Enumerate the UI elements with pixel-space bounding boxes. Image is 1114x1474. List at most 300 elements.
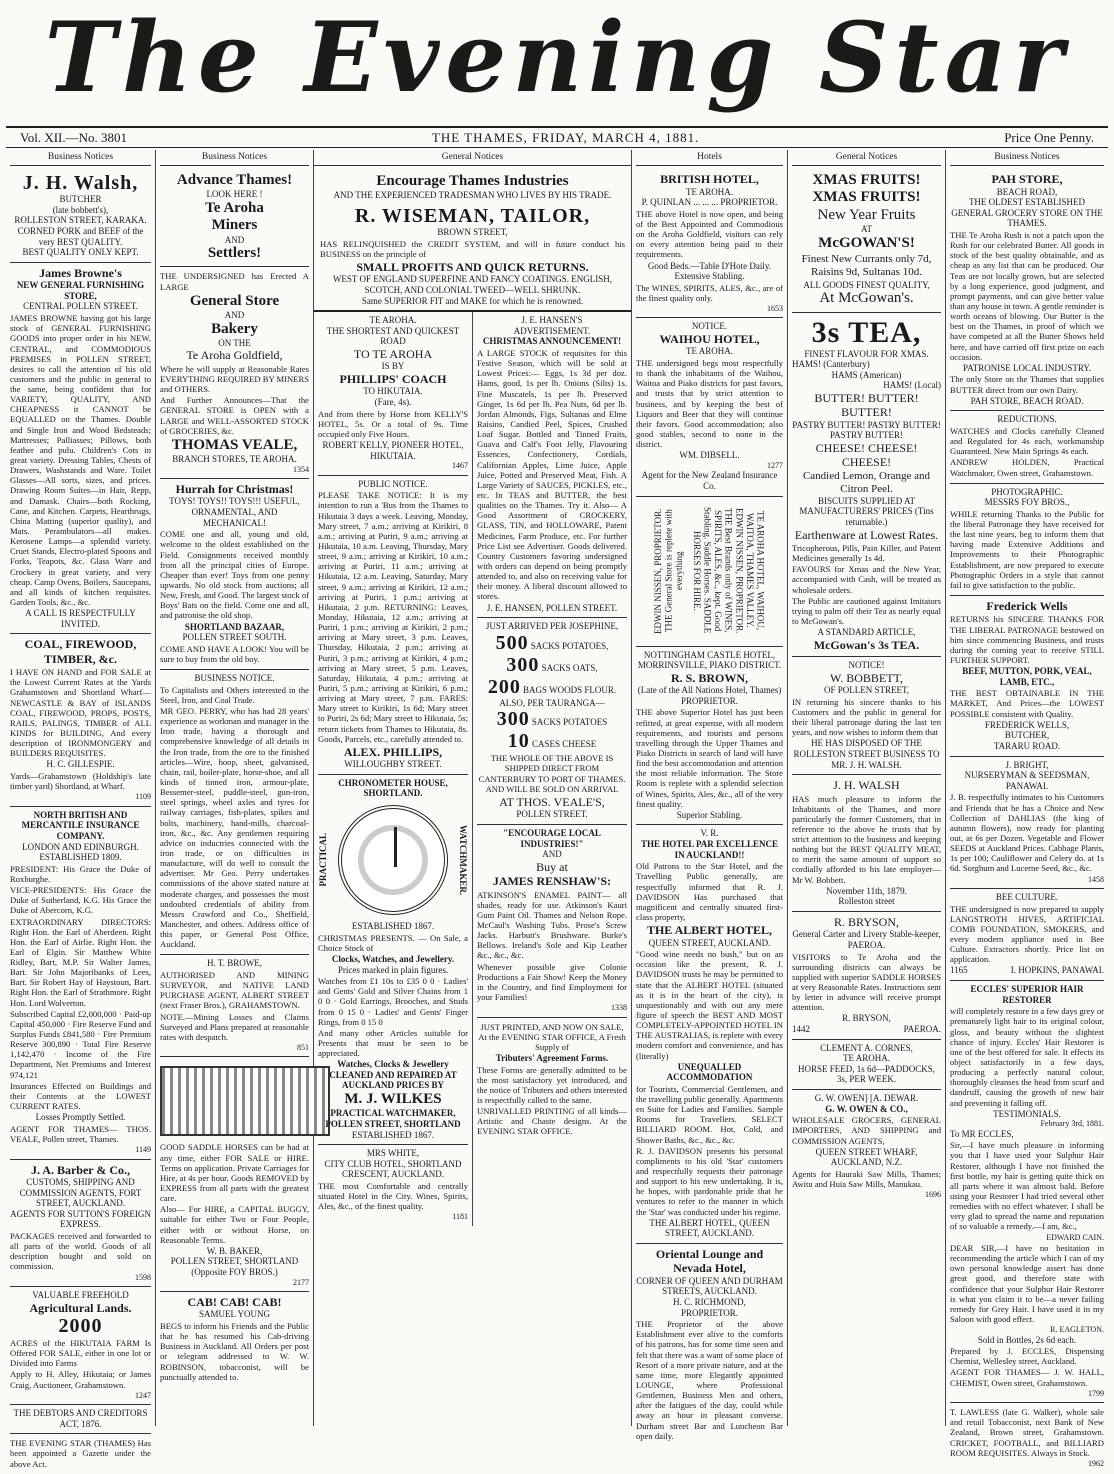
ad-title: PHILLIPS' COACH bbox=[339, 372, 447, 386]
ad-text: BAGS WOODS FLOUR. bbox=[523, 684, 617, 695]
ad-coal bbox=[10, 634, 151, 806]
ad-text: Settlers! bbox=[207, 245, 262, 262]
ad-subtitle: TE AROHA. bbox=[686, 346, 733, 357]
ad-text: R. J. DAVIDSON presents his personal compliments to his old 'Star' customers and respectfully requests their patronage and support to his new undertaking. It is, he hopes, with pardonable pride that he ventures to refer to the manner in which the 'Star' was conducted under his regime. bbox=[636, 1145, 783, 1217]
ad-text: G. W. OWEN] [A. DEWAR. bbox=[814, 1093, 919, 1104]
ad-text: NOTICE. bbox=[691, 321, 728, 332]
ad-title: JUST PRINTED, AND NOW ON SALE, At the EVENING STAR OFFICE, A Fresh Supply of bbox=[478, 1021, 626, 1052]
ad-freehold bbox=[10, 1287, 151, 1405]
ad-browne bbox=[10, 263, 151, 635]
ad-text: AT bbox=[861, 223, 872, 234]
ad-subtitle: TE AROHA. bbox=[686, 186, 733, 197]
ad-body: GOOD SADDLE HORSES can be had at any time, either FOR SALE or HIRE. Terms on application. Private Carriages for Hire, at 4s per hour. Goods REMOVED by EXPRESS from all parts with the greatest care. bbox=[160, 1142, 309, 1204]
ad-address: TARARU ROAD. bbox=[993, 740, 1061, 751]
ad-body: THE WHOLE OF THE ABOVE IS SHIPPED DIRECT FROM CANTERBURY TO PORT OF THAMES. AND WILL BE SOLD ON ARRIVAL bbox=[478, 753, 626, 794]
ad-title: Frederick Wells bbox=[986, 599, 1068, 614]
ad-address: BEACH ROAD, bbox=[996, 186, 1058, 197]
column-header: General Notices bbox=[314, 150, 631, 166]
ad-title: J. H. Walsh, bbox=[22, 172, 139, 195]
ad-signature: M. J. WILKES bbox=[344, 1091, 442, 1108]
ad-subtitle: NURSERYMAN & SEEDSMAN, PANAWAI. bbox=[964, 770, 1090, 791]
ad-signature: W. B. BAKER, bbox=[206, 1245, 263, 1256]
ad-insurance bbox=[10, 807, 151, 1160]
ad-renshaw bbox=[477, 825, 627, 1018]
ad-address: POLLEN STREET, SHORTLAND (Opposite FOY BROS.) bbox=[170, 1256, 299, 1277]
ad-ref-number: 1181 bbox=[452, 1212, 468, 1222]
ad-title: Encourage Thames Industries bbox=[376, 173, 569, 190]
ad-title: TE AROHA. bbox=[369, 315, 417, 326]
ad-text: Tricopherous, Pills, Pain Killer, and Patent Medicines generally 1s 4d. bbox=[792, 542, 941, 564]
ad-title: MRS WHITE, bbox=[366, 1148, 420, 1159]
ad-address: CENTRAL POLLEN STREET. bbox=[23, 301, 138, 312]
ad-title: BUSINESS NOTICE. bbox=[194, 673, 275, 684]
ad-text: ESTABLISHED 1867. bbox=[351, 921, 435, 932]
ad-body: J. B. respectfully intimates to his Customers and Friends that he has a Choice and New Collection of DAHLIAS (the king of autumn flowers), now ready for planting out, at 6s per Dozen. Vegetable and Flower SEEDS at Auckland Prices. Cabbage Plants, 1s per 100; Cauliflower and Celery do. at 1s 6d. Sorghum and Lucerne Seed, &c., &c. bbox=[950, 792, 1104, 874]
ad-ref-number: 1458 bbox=[1088, 874, 1104, 884]
ad-body: PLEASE TAKE NOTICE: It is my intention to run a 'Bus from the Thames to Hikutaia 3 days a week. Leaving, Monday, Mary street, 7 a.m.; arriving at Kirikiri, 8 a.m.; arriving at Puriri, 9 a.m.; arriving at Hikutaia, 10 a.m. Leaving, Thursday, Mary street, 9 a.m.; arriving at Kirikiri, 10 a.m.; arriving at Puriri, 11 a.m.; arriving at Hikutaia, 12 a.m. Leaving, Saturday, Mary street, 9 a.m.; arriving at Kirikiri, 12 a.m.; arriving at Puriri, 1 p.m.; arriving at Hikutaia, 2 p.m. RETURNING: Leaves, Monday, Hikutaia, 12 a.m.; arriving at Puriri, 1 p.m.; arriving at Kirikiri, 2 p.m.; arriving at Mary street, 3 p.m. Leaves, Thursday, Hikutaia, 2 p.m.; arriving at Puriri, 3 p.m.; arriving at Kirikiri, 4 p.m.; arriving at Mary street, 5 p.m. Leaves, Saturday, Hikutaia, 4 p.m.; arriving at Puriri, 5 p.m.; arriving at Kirikiri, 6 p.m.; arriving at Mary street, 7 p.m. FARES: Mary street to Kirikiri, 1s 6d; Mary street to Puriri, 2s 6d; Mary street to Hikutaia, 5s; return tickets from Thames to Hikutaia, 8s. Goods, Parcels, etc., carefully attended to. bbox=[318, 490, 468, 744]
column-2 bbox=[156, 150, 314, 1426]
ad-business-notice bbox=[160, 670, 309, 955]
ad-title: PAH STORE, bbox=[991, 172, 1063, 187]
ad-text: A STANDARD ARTICLE, bbox=[817, 627, 916, 638]
ad-text: TE AROHA HOTEL, WAIHOU, WAITOA, THAMES VALLEY. EDWIN NISSEN, PROPRIETOR. THE Best Brands only of WINES, SPIRITS, ALES, &c., kept. Good Stabling. Saddle Horses. SADDLE HORSES FOR HIRE. bbox=[691, 507, 766, 634]
ad-just-printed bbox=[477, 1018, 627, 1142]
ad-text: Extensive Stabling. bbox=[674, 271, 745, 282]
ad-chronometer-house bbox=[318, 775, 468, 1145]
ad-number: 300 bbox=[506, 653, 540, 676]
ad-body: Where he will supply at Reasonable Rates EVERYTHING REQUIRED BY MINERS and OTHERS. bbox=[160, 363, 309, 395]
ad-text: UNRIVALLED PRINTING of all kinds—Artistic and Chaste designs. At the EVENING STAR OFFICE. bbox=[477, 1106, 627, 1137]
column-header: Business Notices bbox=[160, 150, 309, 166]
ad-text: Yards—Grahamstown (Holdship's late timber yard) Shortland, at Wharf. bbox=[10, 771, 151, 792]
ad-text: ON THE bbox=[218, 337, 251, 348]
ad-title: ECCLES' SUPERIOR HAIR RESTORER bbox=[970, 984, 1084, 1005]
ad-text: Same SUPERIOR FIT and MAKE for which he is renowned. bbox=[361, 295, 584, 306]
ad-title: H. T. BROWE, bbox=[207, 958, 262, 969]
ad-heading: McGowan's 3s TEA. bbox=[813, 637, 920, 652]
ad-signature: EDWARD CAIN. bbox=[1046, 1232, 1104, 1242]
ad-body: These Forms are generally admitted to be the most satisfactory yet introduced, and the notice of Tributers and others interested is respectfully called to the same. bbox=[477, 1064, 627, 1105]
ad-owen-co bbox=[792, 1090, 941, 1204]
ad-text: SHORTLAND BAZAAR, bbox=[184, 621, 285, 632]
ad-body: THE undersigned begs most respectfully to thank the inhabitants of the Waihou, Waitoa and Piako districts for past favors, and trusts that by strict attention to business, and by keeping the best of Liquors and Beer that they will continue their favors. Good accommodation; also good stables, second to none in the district. bbox=[636, 358, 783, 450]
ad-title: Bakery bbox=[211, 320, 258, 337]
ad-text: The only Store on the Thames that supplies BUTTER direct from our own Dairy. bbox=[950, 374, 1104, 395]
ad-price-list: Watches from £1 10s to £35 0 0 · Ladies' and Gents' Gold and Silver Chains from 1 0 0 · Gold Earrings, Brooches, and Studs from 0 15 0 · Ladies' and Gents' Finger Rings, from 0 15 0 bbox=[318, 976, 468, 1027]
ad-cornes bbox=[792, 1040, 941, 1090]
column-1 bbox=[6, 150, 156, 1469]
ad-walsh bbox=[10, 169, 151, 263]
ad-text: BRANCH STORES, TE AROHA. bbox=[172, 454, 297, 465]
ad-address: POLLEN STREET. bbox=[516, 809, 588, 820]
dateline bbox=[6, 126, 1108, 148]
ad-text: AGENTS FOR SUTTON'S FOREIGN EXPRESS. bbox=[10, 1208, 151, 1230]
ad-body: THE above Hotel is now open, and being of the Best Appointed and Commodious on the Aroha Goldfield, visitors can rely on every attention being paid to their requirements. bbox=[636, 208, 783, 260]
ad-text: FAVOURS for Xmas and the New Year, accompanied with Cash, will be treated as wholesale orders. bbox=[792, 564, 941, 595]
ad-body: I HAVE ON HAND and FOR SALE at the Lowest Current Rates at the Yards Grahamstown and Shortland Wharf— NEWCASTLE & BAY of ISLANDS COAL, FIREWOOD, PROPS, POSTS, RAILS, PALINGS, TIMBER of ALL KINDS for BUILDING, And every description of IRONMONGERY and BUILDERS REQUISITES. bbox=[10, 667, 151, 759]
ad-ref-number: 1962 bbox=[1088, 1458, 1104, 1468]
ad-text: TO HIKUTAIA. bbox=[363, 386, 423, 397]
ad-body: THE Te Aroha Rush is not a patch upon the Rush for our celebrated Butter. All goods in stock of the best quality obtainable, and as cheap as any list that can be produced. Our Teas are not locally grown, but are selected by a long experience, good judgment, and prompt payments, and can give better value than any house in town. A gentle reminder is worth oceans of blowing. Our Butter is the best on the Thames, in proof of which we have competed at all the Butter Shows held here, and have carried off first prize on each occasion. bbox=[950, 230, 1104, 362]
ad-name: JAMES RENSHAW'S: bbox=[492, 874, 612, 889]
ad-ref-number: 1467 bbox=[452, 461, 468, 471]
ad-oriental-lounge bbox=[636, 1244, 783, 1446]
ad-title: PUBLIC NOTICE. bbox=[358, 478, 428, 489]
ad-title: W. BOBBETT, bbox=[829, 670, 903, 685]
ad-walsh-butcher bbox=[792, 775, 941, 912]
volume-number: Vol. XII.—No. 3801 bbox=[20, 129, 128, 145]
ad-albert-hotel bbox=[636, 825, 783, 1243]
ad-text: WEST OF ENGLAND SUPERFINE AND FANCY COATINGS. ENGLISH, SCOTCH, AND COLONIAL TWEED—WELL SHRUNK. bbox=[332, 274, 613, 295]
ad-text: PRACTICAL bbox=[318, 833, 328, 887]
ad-frederick-wells bbox=[950, 596, 1104, 757]
ad-signature: J. E. HANSEN, POLLEN STREET. bbox=[486, 602, 618, 613]
ad-body: COME one and all, young and old, welcome to the oldest established on the Field. Consignments received monthly from all the principal cities of Europe. Cheaper than ever! Toys from one penny upwards. No old stock from auctions; all New, Fresh, and Good. The largest stock of Boys' Bats on the field. Come one and all, and patronise the old shop. bbox=[160, 529, 310, 621]
ad-text: THE ALBERT HOTEL, QUEEN STREET, AUCKLAND. bbox=[649, 1217, 770, 1239]
ad-title: New Year Fruits bbox=[817, 206, 916, 223]
ad-title: PHOTOGRAPHIC. bbox=[991, 486, 1063, 497]
ad-wiseman-tailor bbox=[314, 169, 631, 312]
ad-text: Whenever possible give Colonie Productions a Fair Show! Keep the Money in the Country, and find Employment for your Families! bbox=[477, 961, 627, 1002]
ad-item: BUTTER! BUTTER! BUTTER! bbox=[814, 391, 919, 420]
ad-signature: WM. DIBSELL. bbox=[679, 450, 740, 461]
ad-text: AND bbox=[224, 309, 245, 320]
ad-text: FINEST FLAVOUR FOR XMAS. bbox=[804, 348, 929, 359]
column-header: Business Notices bbox=[950, 150, 1104, 166]
ad-subtitle: LONDON AND EDINBURGH. bbox=[22, 841, 139, 852]
ad-bright bbox=[950, 757, 1104, 889]
ad-address: ROLLESTON STREET, KARAKA. bbox=[14, 215, 147, 226]
column-header: Business Notices bbox=[10, 150, 151, 166]
ad-title: THE DEBTORS AND CREDITORS ACT, 1876. bbox=[13, 1408, 148, 1429]
ad-text: AGENT FOR THAMES— THOS. VEALE, Pollen street, Thames. bbox=[10, 1123, 151, 1144]
masthead bbox=[0, 0, 1114, 120]
ad-heading: UNEQUALLED ACCOMMODATION bbox=[666, 1061, 753, 1083]
ad-text: Candied Lemon, Orange and Citron Peel. bbox=[802, 469, 931, 495]
ad-text: P. QUINLAN ... ... ... PROPRIETOR. bbox=[641, 197, 778, 208]
ad-subtitle: SAMUEL YOUNG bbox=[198, 1309, 271, 1320]
ad-body: WHILE returning Thanks to the Public for the liberal Patronage they have received for the last nine years, beg to inform them that having made Extensive Additions and Improvements to their Photographic Establishment, are now prepared to execute Photographic Orders in a style that cannot fail to give satisfaction to the public. bbox=[950, 508, 1104, 590]
ad-just-arrived bbox=[477, 618, 627, 825]
ad-text: Te Aroha Goldfield, bbox=[186, 348, 283, 363]
ad-subtitle: General Carter and Livery Stable-keeper, PAEROA. bbox=[792, 929, 941, 950]
ad-text: BEST QUALITY ONLY KEPT. bbox=[22, 247, 139, 258]
ad-cab bbox=[160, 1292, 309, 1387]
ad-title: General Store bbox=[189, 292, 280, 309]
ad-subtitle: THE OLDEST ESTABLISHED GENERAL GROCERY STORE ON THE THAMES. bbox=[951, 197, 1103, 229]
ad-text: Prepared by J. ECCLES, Dispensing Chemist, Wellesley street, Auckland. bbox=[950, 1346, 1104, 1367]
columns-3-4-body bbox=[314, 312, 631, 1226]
ad-text: PRACTICAL WATCHMAKER, POLLEN STREET, SHORTLAND bbox=[325, 1108, 461, 1129]
ad-ref-number: 1799 bbox=[1088, 1388, 1104, 1398]
ad-title: J. E. HANSEN'S bbox=[521, 315, 583, 326]
ad-subtitle: TE AROHA. bbox=[843, 1053, 890, 1064]
ad-text: Superior Stabling. bbox=[676, 809, 743, 820]
ad-number: 300 bbox=[496, 708, 530, 731]
ad-item: CHEESE! CHEESE! CHEESE! bbox=[815, 441, 918, 470]
ad-text: BISCUITS SUPPLIED AT MANUFACTURERS' PRICES (Tins returnable.) bbox=[799, 495, 934, 527]
ad-text: Watches, Clocks & Jewellery CLEANED AND REPAIRED AT AUCKLAND PRICES BY bbox=[329, 1059, 457, 1091]
ad-body: THE above Superior Hotel has just been refitted, at great expense, with all modern requirements, and tourists and persons travelling through the Upper Thames and Piako Districts in search of land will have find the best accommodation and attention the most reliable information. The Store Room is replete with a splendid selection of Wines, Spirits, Ales, &c., all of the very finest quality. bbox=[636, 707, 783, 809]
ad-item: HAMS (American) bbox=[831, 369, 902, 380]
ad-title: Oriental Lounge and Nevada Hotel, bbox=[655, 1246, 764, 1276]
ad-title: James Browne's bbox=[39, 265, 122, 280]
ad-subtitle: BUTCHER bbox=[59, 194, 102, 205]
ad-heading: Tributers' Agreement Forms. bbox=[495, 1052, 609, 1063]
ad-text: THE SHORTEST AND QUICKEST ROAD bbox=[326, 325, 460, 347]
ad-text: And many other Articles suitable for Presents that must be seen to be appreciated. bbox=[318, 1027, 468, 1059]
ad-number: 2000 bbox=[58, 1314, 103, 1337]
ad-item: HAMS! (Canterbury) bbox=[792, 359, 870, 370]
ad-body: RETURNS his SINCERE THANKS FOR THE LIBERAL PATRONAGE bestowed on him since commencing Business, and trusts during the coming year to receive STILL FURTHER SUPPORT. bbox=[950, 614, 1104, 665]
ad-title: WAIHOU HOTEL, bbox=[659, 332, 760, 347]
ad-body: THE Proprietor of the above Establishment ever alive to the comforts of his patrons, has for some time seen and felt that there was a want of some place of Resort of a more private nature, and at the same time, more Elegantly appointed LOUNGE, where Professional Gentlemen, Business Men and others, after the fatigues of the day, could while away an hour in pleasant converse. Durham street Bar and Luncheon Bar open daily. bbox=[636, 1319, 783, 1441]
ad-signature: R. EAGLETON. bbox=[1050, 1325, 1104, 1335]
ad-title: R. BRYSON, bbox=[833, 914, 900, 929]
newspaper-page bbox=[6, 150, 1108, 1469]
ad-signature: ALEX. PHILLIPS, bbox=[343, 744, 443, 759]
ad-text: SACKS OATS, bbox=[541, 662, 598, 673]
ad-mcgowan-tea bbox=[792, 313, 941, 658]
ad-testimonial: Sir,—I have much pleasure in informing you that I have used your Sulphur Hair Restorer, although I have not finished the first bottle, my hair is getting quite thick on all parts where it was almost bald. Before using your Restorer I had tried several other remedies with no effect whatever. I shall be very glad to spread the name and reputation of so valuable a remedy.—I am, &c., bbox=[950, 1140, 1104, 1232]
ad-title: Advance Thames! bbox=[176, 172, 293, 189]
ad-baker-horses bbox=[160, 1057, 309, 1292]
ad-text: LOOK HERE ! bbox=[206, 189, 263, 200]
ad-title: Hurrah for Christmas! bbox=[175, 482, 294, 497]
ad-signature: ANDREW HOLDEN, Practical Watchmaker, Owen street, Grahamstown. bbox=[950, 457, 1104, 478]
ad-name: R. WISEMAN, TAILOR, bbox=[354, 205, 591, 228]
ad-text: ALL GOODS FINEST QUALITY, bbox=[803, 279, 930, 290]
ad-ref-number: 1277 bbox=[767, 460, 783, 470]
ad-text: AND bbox=[542, 849, 562, 860]
ad-text: NOTE.—Mining Losses and Claims Surveyed and Plans prepared at reasonable rates with despatch. bbox=[160, 1011, 309, 1042]
ad-text: At McGowan's. bbox=[819, 290, 914, 307]
ad-text: CASES CHEESE bbox=[531, 739, 597, 750]
ad-british-hotel bbox=[636, 169, 783, 318]
ad-subtitle: ADVERTISEMENT. bbox=[513, 325, 591, 336]
ad-text: ALSO, PER TAURANGA— bbox=[499, 697, 605, 708]
ad-ref-number: 1109 bbox=[135, 792, 151, 802]
ad-body: HAS much pleasure to inform the Inhabitants of the Thames, and more particularly the former Customers, that in reference to the above he trusts that by strict attention to the business and keeping nothing but the BEST QUALITY MEAT, to merit the same amount of support so cordially afforded to his late employer—Mr W. Bobbett. bbox=[792, 793, 941, 885]
ad-subtitle: MESSRS FOY BROS., bbox=[984, 497, 1070, 508]
ad-text: Losses Promptly Settled. bbox=[35, 1112, 126, 1123]
ad-text: V. R. bbox=[700, 828, 719, 839]
ad-bee-culture bbox=[950, 889, 1104, 981]
ad-text: ESTABLISHED 1867. bbox=[351, 1129, 435, 1140]
ad-text: The Public are cautioned against Imitators trying to palm off their Tea as nearly equal to McGowan's. bbox=[792, 595, 941, 626]
ad-pah-store bbox=[950, 169, 1104, 411]
ad-body: WHOLESALE GROCERS, GENERAL IMPORTERS, AND SHIPPING and COMMISSION AGENTS, bbox=[792, 1115, 941, 1146]
ad-subtitle: VALUABLE FREEHOLD bbox=[32, 1289, 129, 1300]
ad-title: Agricultural Lands. bbox=[29, 1300, 132, 1315]
ad-te-aroha-hotel-rotated bbox=[636, 497, 783, 647]
ad-text: A CALL IS RESPECTFULLY INVITED. bbox=[25, 608, 136, 629]
ad-title: G. W. OWEN & CO., bbox=[825, 1103, 908, 1114]
ad-title: COAL, FIREWOOD, TIMBER, &c. bbox=[24, 637, 137, 666]
ad-text: Good Beds.—Table D'Hote Daily. bbox=[647, 260, 772, 271]
ad-address: BROWN STREET, bbox=[437, 227, 508, 238]
ad-number: 10 bbox=[507, 730, 530, 753]
ad-title: "ENCOURAGE LOCAL INDUSTRIES!" bbox=[503, 827, 601, 849]
ad-text: PROPRIETOR. bbox=[680, 1307, 739, 1318]
ad-lawless bbox=[950, 1403, 1104, 1472]
ad-subtitle: CUSTOMS, SHIPPING AND COMMISSION AGENTS, FORT STREET, AUCKLAND. bbox=[19, 1176, 142, 1209]
ad-number: 200 bbox=[487, 675, 521, 698]
ad-title: CAB! CAB! CAB! bbox=[187, 1295, 282, 1310]
ad-title: CLEMENT A. CORNES, bbox=[820, 1042, 913, 1053]
ad-text: for Tourists, Commercial Gentlemen, and the travelling public generally. Apartments en Suite for Ladies and Families. Sample Rooms for Travellers. SELECT BILLIARD ROOM. Hot, Cold, and Shower Baths, &c., &c., &c. bbox=[636, 1083, 783, 1145]
ad-body: THE undersigned is now prepared to supply LANGSTROTH HIVES, ARTIFICIAL COMB FOUNDATION, SMOKERS, and every modern appliance used in Bee Culture. Extractors shortly. Price list on application. bbox=[950, 903, 1104, 965]
ad-body: BEGS to inform his Friends and the Public that he has resumed his Cab-driving Business in Auckland. All Orders per post or telegram addressed to W. W. ROBINSON, tobacconist, will be punctually attended to. bbox=[160, 1321, 309, 1382]
column-7 bbox=[946, 150, 1108, 1468]
ad-number: 500 bbox=[495, 631, 529, 654]
ad-body: "Good wine needs no bush," but on an occasion like the present, R. J. DAVIDSON trusts he may be permitted to state that the ALBERT HOTEL (situated as it is in the heart of the city), is unquestionably and with out any mere figure of speech the BEST AND MOST COMPLETELY-APPOINTED HOTEL IN THE AUSTRALIAS, is replete with every modern comfort and convenience, and has (literally) bbox=[636, 949, 783, 1061]
ad-text: The WINES, SPIRITS, ALES, &c., are of the finest quality only. bbox=[636, 282, 783, 303]
ad-body: THE most Comfortable and centrally situated Hotel in the City. Wines, Spirits, Ales, &c., of the finest quality. bbox=[318, 1181, 468, 1212]
column-header: General Notices bbox=[792, 150, 941, 166]
ad-motto: SMALL PROFITS AND QUICK RETURNS. bbox=[356, 259, 589, 274]
ad-address: POLLEN STREET SOUTH. bbox=[182, 632, 287, 643]
ad-ref-number: 1338 bbox=[611, 1003, 627, 1013]
ad-title: NOTTINGHAM CASTLE HOTEL, MORRINSVILLE, PIAKO DISTRICT. bbox=[637, 649, 782, 671]
ad-text: EXTRAORDINARY DIRECTORS: Right Hon. the Earl of Aberdeen. Right Hon. the Earl of Airlie. Right Hon. the Earl of Elgin. Sir Matthew White Ridley, Bart, M.P. Sir Walter James, Bart. Sir John Majoribanks of Lees, Bart. Sir Robert Hay of Haystoun, Bart. Right Hon. the Earl of Strathmore. Right Hon. Lord Wolverton. bbox=[10, 916, 151, 1008]
price: Price One Penny. bbox=[1004, 129, 1094, 145]
ad-title: THE HOTEL PAR EXCELLENCE IN AUCKLAND!! bbox=[640, 839, 779, 860]
ad-address: QUEEN STREET WHARF, AUCKLAND, N.Z. bbox=[815, 1146, 918, 1168]
ad-figures: Subscribed Capital £2,000,000 · Paid-up Capital 450,000 · Fire Reserve Fund and Surplus Funds £841,580 · Fire Premium Reserve 300,890 · Total Fire Reserve 1,142,470 · Income of the Fire Department, Net Premiums and Interest 974,121 bbox=[10, 1008, 151, 1080]
ad-signature: R. BRYSON, bbox=[842, 1013, 891, 1024]
ad-address: OF POLLEN STREET, bbox=[823, 685, 910, 696]
ad-waihou-hotel bbox=[636, 318, 783, 496]
ad-body: And from there by Horse from KELLY'S HOTEL, 5s. Or a total of 9s. Time occupied only Five Hours. bbox=[318, 408, 468, 439]
watch-illustration bbox=[338, 805, 448, 915]
ad-title: BRITISH HOTEL, bbox=[660, 172, 759, 187]
column-header: Hotels bbox=[636, 150, 783, 166]
ad-bryson bbox=[792, 912, 941, 1040]
ad-body: VISITORS to Te Aroha and the surrounding districts can always be supplied with superior SADDLE HORSES at very Reasonable Rates. Instructions sent by letter in advance will receive prompt attention. bbox=[792, 951, 941, 1013]
ad-signature: FREDERICK WELLS, bbox=[984, 719, 1070, 730]
ad-signature: AT THOS. VEALE'S, bbox=[499, 794, 605, 809]
ad-title: NORTH BRITISH AND MERCANTILE INSURANCE COMPANY. bbox=[21, 809, 140, 841]
ad-name: THE ALBERT HOTEL, bbox=[646, 923, 773, 938]
ad-body: AUTHORISED AND MINING SURVEYOR, and NATIVE LAND PURCHASE AGENT, ALBERT STREET (next Fraser Bros.), GRAHAMSTOWN. bbox=[160, 969, 309, 1011]
ad-text: WATCHMAKER. bbox=[458, 824, 468, 896]
ad-body: JAMES BROWNE having got his large stock of GENERAL FURNISHING GOODS into proper order in his NEW, CENTRAL, and COMMODIOUS PREMISES in POLLEN STREET, desires to call the attention of his old customers and the public in general to the same, being confident that for VARIETY, QUALITY, AND CHEAPNESS it CANNOT be EQUALLED on the Thames. Double and Single Iron and Wood Bedsteads; Mattresses; Palliasses; Pillows, both feather and pulu. Children's Cots in great variety. Dressing Tables, Chests of Drawers, Washstands and Ware. Toilet Glasses—All sorts, sizes, and prices. Drawing Room Suites—in Hair, Repp, and Damask. Chairs—both Rocking, Cane, and Kitchen. Carpets, Hearthrugs, China Matting (superior quality), and Mats. Perambulators—all makes. Kerosene Lamps—a splendid variety. Cruet Stands, Electro-plated Spoons and Forks, Teapots, &c. Glass Ware and Crockery in great variety, and very cheap. Camp Ovens, Boilers, Saucepans, and all kinds of kitchen requisites. Garden Tools, &c., &c. bbox=[10, 313, 151, 608]
ad-body: WATCHES and Clocks carefully Cleaned and Regulated for 4s each, workmanship Guaranteed. New Main Springs 4s each. bbox=[950, 425, 1104, 457]
ad-nottingham-castle-hotel bbox=[636, 647, 783, 826]
ad-subtitle: NEW GENERAL FURNISHING STORE, bbox=[16, 280, 145, 301]
ad-text: SACKS POTATOES bbox=[531, 717, 608, 728]
ad-signature: ROBERT KELLY, PIONEER HOTEL, HIKUTAIA. bbox=[322, 440, 464, 461]
column-4 bbox=[472, 312, 631, 1226]
ad-title: BEE CULTURE. bbox=[995, 891, 1059, 902]
ad-text: Also— For HIRE, a CAPITAL BUGGY, suitable for either Two or Four People, either with or without Horse, on Reasonable Terms. bbox=[160, 1204, 309, 1245]
ad-item: HAMS! (Local) bbox=[883, 380, 941, 391]
ad-testimonial: DEAR SIR,—I have no hesitation in recommending the article which I can of my own personal knowledge assert has done great good, and therefore state with confidence that your Sulphur Hair Restorer is what you claim it to be—a never failing remedy for Grey Hair. I have used it in my Saloon with good effect. bbox=[950, 1243, 1104, 1324]
ad-text: PRESIDENT: His Grace the Duke of Roxburghe. bbox=[10, 863, 151, 884]
ad-date: February 3rd, 1881. bbox=[1040, 1119, 1104, 1129]
ad-text: (Fare, 4s). bbox=[374, 397, 412, 407]
ad-address: Rolleston street bbox=[838, 896, 895, 907]
ad-item: PASTRY BUTTER! PASTRY BUTTER! PASTRY BUTTER! bbox=[792, 419, 941, 441]
ad-public-notice-bus bbox=[318, 476, 468, 775]
ad-ref-number: 1354 bbox=[293, 464, 309, 474]
ad-mcgowan-fruits bbox=[792, 169, 941, 312]
ad-ref-number: 1247 bbox=[135, 1390, 151, 1400]
place-date: THE THAMES, FRIDAY, MARCH 4, 1881. bbox=[431, 129, 700, 145]
ad-hansen bbox=[477, 312, 627, 618]
column-6 bbox=[788, 150, 946, 1426]
ad-signature: R. S. BROWN, bbox=[670, 670, 748, 685]
ad-text: PAEROA. bbox=[903, 1024, 941, 1035]
ad-text: Agents for Hauraki Saw Mills, Thames; Awitu and Huia Saw Mills, Manukau. bbox=[792, 1168, 941, 1190]
ad-text: IS BY bbox=[381, 361, 405, 372]
ad-text: EDWIN NISSEN, PROPRIETOR. THE General Store is replete with everything bbox=[653, 507, 685, 634]
ad-signature: THOMAS VEALE, bbox=[171, 436, 298, 453]
ad-eccles-hair-restorer bbox=[950, 981, 1104, 1403]
ad-text: ESTABLISHED 1809. bbox=[39, 852, 122, 863]
ad-text: THE UNDERSIGNED has Erected A LARGE bbox=[160, 271, 309, 292]
ad-title: J. BRIGHT, bbox=[1005, 759, 1049, 770]
ad-text: Sold in Bottles, 2s 6d each. bbox=[977, 1334, 1077, 1345]
ad-name: McGOWAN'S! bbox=[818, 234, 915, 251]
ad-ref-number: 1653 bbox=[767, 304, 783, 314]
ad-signature: I. HOPKINS, PANAWAI. bbox=[1010, 965, 1104, 976]
ad-body: PACKAGES received and forwarded to all parts of the world. Goods of all description bought and sold on commission. bbox=[10, 1230, 151, 1272]
ad-text: BUTCHER, bbox=[1004, 730, 1050, 741]
ad-ref-number: 851 bbox=[297, 1042, 309, 1052]
ad-text: Apply to H. Alley, Hikutaia; or James Craig, Auctioneer, Grahamstown. bbox=[10, 1369, 151, 1390]
ad-phillips-coach bbox=[318, 312, 468, 476]
ad-text: Te Aroha bbox=[205, 200, 264, 217]
ad-ref-number: 1442 bbox=[792, 1024, 810, 1035]
ad-body: HAS RELINQUISHED the CREDIT SYSTEM, and will in future conduct his BUSINESS on the principle of bbox=[320, 238, 625, 259]
ad-text: Insurances Effected on Buildings and their Contents at the LOWEST CURRENT RATES. bbox=[10, 1080, 151, 1112]
ad-text: (late bobbett's), bbox=[52, 204, 109, 215]
ad-text: COME AND HAVE A LOOK! You will be sure to buy from the old boy. bbox=[160, 643, 309, 664]
ad-body: will completely restore in a few days grey or prematurely light hair to its original colour, gloss, and beauty without the slightest chance of injury. Eccles' Hair Restorer is one of the best offered for sale. It effects its object satisfactorily in a few days, producing a perfectly natural colour, thoroughly cleanses the head from scurf and dandruff, causing the growth of new hair and preventing it falling off. bbox=[950, 1006, 1104, 1108]
ad-text: AND bbox=[224, 234, 245, 245]
ad-title: XMAS FRUITS! bbox=[812, 172, 921, 189]
ad-text: PATRONISE LOCAL INDUSTRY. bbox=[963, 362, 1091, 373]
ad-address: CORNER OF QUEEN AND DURHAM STREETS, AUCKLAND. bbox=[636, 1275, 783, 1297]
ad-body: HORSE FEED, 1s 6d—PADDOCKS, 3s, PER WEEK. bbox=[798, 1063, 935, 1085]
ad-title: J. H. WALSH bbox=[833, 778, 900, 793]
ad-title: J. A. Barber & Co., bbox=[30, 1162, 131, 1177]
ad-city-club-hotel bbox=[318, 1145, 468, 1226]
ad-body: Finest New Currants only 7d, Raisins 9d, Sultanas 10d. bbox=[801, 252, 932, 278]
ad-barber bbox=[10, 1160, 151, 1287]
ad-ref-number: 1149 bbox=[135, 1145, 151, 1155]
ad-heading: TESTIMONIALS. bbox=[993, 1108, 1061, 1119]
ad-reductions bbox=[950, 411, 1104, 483]
ad-bobbett bbox=[792, 657, 941, 775]
ad-date: November 11th, 1879. bbox=[826, 885, 907, 896]
ad-text: Clocks, Watches, and Jewellery. bbox=[331, 953, 455, 964]
ad-text: Miners bbox=[211, 217, 258, 234]
ad-text: CORNED PORK and BEEF of the very BEST QUALITY. bbox=[17, 226, 144, 247]
columns-3-4 bbox=[314, 150, 632, 1426]
ad-heading: Earthenware at Lowest Rates. bbox=[794, 527, 939, 542]
ad-body: And Further Announces—That the GENERAL STORE is OPEN with a LARGE and WELL-ASSORTED STOCK of GROCERIES, &c. bbox=[160, 395, 309, 436]
ad-title: 3s TEA, bbox=[811, 315, 922, 349]
ad-heading: BEEF, MUTTON, PORK, VEAL, LAMB, ETC., bbox=[962, 666, 1092, 687]
ad-body: THE EVENING STAR (THAMES) Has been appointed a Gazette under the above Act. bbox=[10, 1438, 151, 1469]
ad-text: THE BEST OBTAINABLE IN THE MARKET, And Prices—the LOWEST POSSIBLE consistent with Quality. bbox=[950, 688, 1104, 719]
ad-text: To Capitalists and Others interested in the Steel, Iron, and Coal Trade. bbox=[160, 684, 309, 705]
ad-text: CHRISTMAS PRESENTS. — On Sale, a Choice Stock of bbox=[318, 932, 468, 953]
ad-text: AGENT FOR THAMES— J. W. HALL, CHEMIST, Owen street, Grahamstown. bbox=[950, 1367, 1104, 1388]
